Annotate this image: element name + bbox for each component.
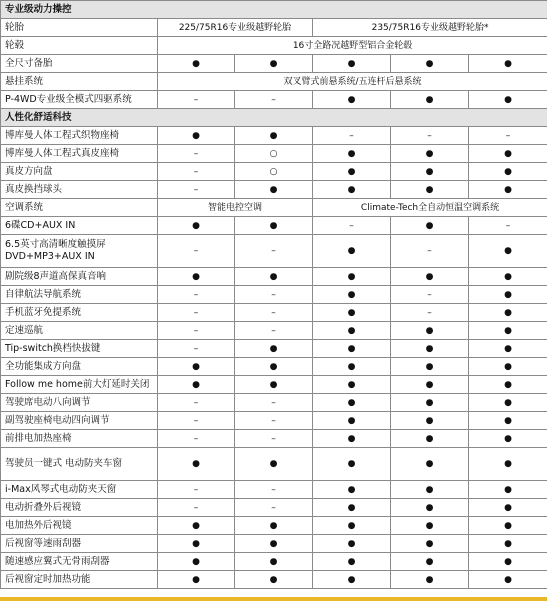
spec-table-body [1, 1, 547, 589]
spec-value: ● [391, 553, 469, 571]
feature-label: 后视窗定时加热功能 [1, 571, 158, 589]
spec-value: ● [469, 268, 547, 286]
spec-value: ● [235, 376, 313, 394]
spec-value-merged: Climate-Tech全自动恒温空调系统 [313, 199, 547, 217]
feature-label: 真皮换挡球头 [1, 181, 158, 199]
spec-value: ● [235, 181, 313, 199]
feature-label: 前排电加热座椅 [1, 430, 158, 448]
spec-value: ● [391, 217, 469, 235]
spec-value: ● [235, 571, 313, 589]
spec-value: – [235, 430, 313, 448]
spec-value: – [158, 91, 235, 109]
table-row [1, 322, 547, 340]
spec-value: ● [469, 430, 547, 448]
table-row [1, 517, 547, 535]
spec-value: – [313, 127, 391, 145]
spec-value: – [158, 481, 235, 499]
spec-value: – [158, 394, 235, 412]
spec-value: ● [313, 412, 391, 430]
spec-value: ● [313, 286, 391, 304]
spec-value: ● [391, 448, 469, 481]
spec-value: ● [391, 499, 469, 517]
spec-value: – [235, 322, 313, 340]
spec-value: ● [469, 394, 547, 412]
spec-value: ● [235, 268, 313, 286]
spec-value: ● [158, 268, 235, 286]
spec-value: ● [235, 517, 313, 535]
table-row [1, 19, 547, 37]
spec-value: ● [313, 535, 391, 553]
spec-value: ● [235, 217, 313, 235]
spec-value: ● [313, 304, 391, 322]
spec-value: – [158, 235, 235, 268]
spec-value: ● [158, 517, 235, 535]
spec-value: – [391, 304, 469, 322]
feature-label: Tip-switch换档快拔键 [1, 340, 158, 358]
spec-value: ● [313, 430, 391, 448]
spec-value: – [313, 217, 391, 235]
feature-label: 手机蓝牙免提系统 [1, 304, 158, 322]
spec-value: ○ [235, 145, 313, 163]
feature-label: 定速巡航 [1, 322, 158, 340]
spec-value: ● [391, 322, 469, 340]
spec-value: ● [158, 127, 235, 145]
spec-value: ● [469, 571, 547, 589]
spec-value: – [158, 163, 235, 181]
spec-value: ● [313, 553, 391, 571]
feature-label: Follow me home前大灯延时关闭 [1, 376, 158, 394]
feature-label: 轮胎 [1, 19, 158, 37]
spec-value: ● [235, 553, 313, 571]
spec-value-merged: 235/75R16专业级越野轮胎* [313, 19, 547, 37]
spec-value: ● [469, 499, 547, 517]
table-row [1, 304, 547, 322]
spec-value: ● [313, 571, 391, 589]
spec-value: – [235, 394, 313, 412]
spec-value: ● [158, 358, 235, 376]
spec-value: ● [313, 394, 391, 412]
feature-label: 随速感应翼式无骨雨刮器 [1, 553, 158, 571]
spec-value: ● [235, 535, 313, 553]
feature-label: 轮毂 [1, 37, 158, 55]
spec-value: – [158, 304, 235, 322]
spec-value: ● [391, 412, 469, 430]
spec-value: – [391, 286, 469, 304]
table-row [1, 235, 547, 268]
section-title: 专业级动力操控 [1, 1, 547, 19]
section-title: 人性化舒适科技 [1, 109, 547, 127]
spec-value: ● [469, 181, 547, 199]
spec-value: – [469, 127, 547, 145]
table-row [1, 394, 547, 412]
spec-value: ● [313, 376, 391, 394]
table-row [1, 286, 547, 304]
spec-value: ● [391, 430, 469, 448]
spec-value: – [235, 235, 313, 268]
spec-value: – [235, 499, 313, 517]
spec-value: ● [469, 340, 547, 358]
spec-value: – [235, 91, 313, 109]
spec-value: – [158, 499, 235, 517]
table-row [1, 412, 547, 430]
table-row [1, 535, 547, 553]
spec-value: ● [391, 163, 469, 181]
feature-label: 全功能集成方向盘 [1, 358, 158, 376]
spec-value-merged: 双叉臂式前悬系统/五连杆后悬系统 [158, 73, 547, 91]
spec-value: – [469, 217, 547, 235]
table-row [1, 448, 547, 481]
spec-value: ● [313, 481, 391, 499]
spec-value: ● [469, 304, 547, 322]
spec-value: ● [313, 145, 391, 163]
spec-value: ● [313, 55, 391, 73]
spec-value: ● [158, 535, 235, 553]
spec-value: ● [313, 340, 391, 358]
spec-value: ● [158, 376, 235, 394]
spec-value: ● [469, 481, 547, 499]
spec-value-merged: 225/75R16专业级越野轮胎 [158, 19, 313, 37]
feature-label: i-Max风琴式电动防夹天窗 [1, 481, 158, 499]
spec-value: ● [391, 358, 469, 376]
spec-value: ● [469, 145, 547, 163]
spec-value: – [158, 145, 235, 163]
spec-value: – [158, 286, 235, 304]
spec-value: ● [469, 163, 547, 181]
table-row [1, 181, 547, 199]
spec-value: ● [235, 448, 313, 481]
spec-value: ● [313, 358, 391, 376]
spec-value: – [158, 181, 235, 199]
spec-value: ● [469, 412, 547, 430]
spec-value: – [235, 304, 313, 322]
spec-value: ● [235, 358, 313, 376]
table-row [1, 163, 547, 181]
spec-value: ● [235, 55, 313, 73]
spec-value: ● [158, 55, 235, 73]
feature-label: 驾驶席电动八向调节 [1, 394, 158, 412]
spec-value: ● [158, 448, 235, 481]
spec-value: ● [469, 286, 547, 304]
table-row [1, 571, 547, 589]
spec-value: – [391, 127, 469, 145]
table-row [1, 340, 547, 358]
table-row [1, 268, 547, 286]
spec-value: ● [313, 499, 391, 517]
spec-value: ● [391, 91, 469, 109]
section-header [1, 109, 547, 127]
table-row [1, 499, 547, 517]
spec-value: ● [391, 481, 469, 499]
spec-value: ● [313, 517, 391, 535]
spec-value: ● [158, 217, 235, 235]
spec-value: ● [391, 376, 469, 394]
feature-label: 6.5英寸高清晰度触摸屏 DVD+MP3+AUX IN [1, 235, 158, 268]
spec-value: ● [235, 127, 313, 145]
spec-value: ● [469, 322, 547, 340]
spec-value: ● [469, 55, 547, 73]
spec-value-merged: 智能电控空调 [158, 199, 313, 217]
spec-value: ● [313, 235, 391, 268]
spec-value: ● [391, 571, 469, 589]
spec-value: ● [469, 91, 547, 109]
spec-value: ● [469, 235, 547, 268]
feature-label: 博库曼人体工程式织物座椅 [1, 127, 158, 145]
table-row [1, 430, 547, 448]
spec-value: ● [391, 55, 469, 73]
bottom-accent-bar [0, 597, 547, 601]
spec-value: ● [313, 322, 391, 340]
spec-value: ○ [235, 163, 313, 181]
spec-value: ● [469, 517, 547, 535]
spec-value: – [158, 340, 235, 358]
table-row [1, 73, 547, 91]
spec-value: – [158, 322, 235, 340]
spec-value: – [391, 235, 469, 268]
spec-value: ● [313, 91, 391, 109]
spec-value: ● [391, 517, 469, 535]
spec-value: – [158, 412, 235, 430]
section-header [1, 1, 547, 19]
spec-value: ● [391, 268, 469, 286]
feature-label: 全尺寸备胎 [1, 55, 158, 73]
table-row [1, 358, 547, 376]
table-row [1, 127, 547, 145]
spec-value: ● [469, 358, 547, 376]
table-row [1, 91, 547, 109]
feature-label: 自律航法导航系统 [1, 286, 158, 304]
feature-label: 悬挂系统 [1, 73, 158, 91]
spec-value: ● [313, 181, 391, 199]
spec-value: – [235, 286, 313, 304]
table-row [1, 199, 547, 217]
table-row [1, 481, 547, 499]
feature-label: P-4WD专业级全模式四驱系统 [1, 91, 158, 109]
feature-label: 电加热外后视镜 [1, 517, 158, 535]
feature-label: 剧院级8声道高保真音响 [1, 268, 158, 286]
table-row [1, 376, 547, 394]
feature-label: 空调系统 [1, 199, 158, 217]
feature-label: 6碟CD+AUX IN [1, 217, 158, 235]
feature-label: 驾驶员一键式 电动防夹车窗 [1, 448, 158, 481]
table-row [1, 145, 547, 163]
spec-value: ● [158, 571, 235, 589]
spec-value: ● [313, 448, 391, 481]
feature-label: 电动折叠外后视镜 [1, 499, 158, 517]
spec-value: ● [391, 394, 469, 412]
spec-value: ● [313, 268, 391, 286]
spec-value: ● [391, 535, 469, 553]
spec-value: – [158, 430, 235, 448]
feature-label: 副驾驶座椅电动四向调节 [1, 412, 158, 430]
feature-label: 博库曼人体工程式真皮座椅 [1, 145, 158, 163]
spec-value: ● [469, 376, 547, 394]
spec-value: – [235, 481, 313, 499]
spec-value: ● [469, 553, 547, 571]
spec-value: ● [391, 340, 469, 358]
feature-label: 真皮方向盘 [1, 163, 158, 181]
table-row [1, 553, 547, 571]
spec-value: ● [313, 163, 391, 181]
spec-value-merged: 16寸全路况越野型铝合金轮毂 [158, 37, 547, 55]
spec-value: ● [469, 448, 547, 481]
table-row [1, 37, 547, 55]
feature-label: 后视窗等速雨刮器 [1, 535, 158, 553]
spec-value: ● [391, 181, 469, 199]
spec-value: – [235, 412, 313, 430]
spec-value: ● [469, 535, 547, 553]
spec-value: ● [158, 553, 235, 571]
table-row [1, 55, 547, 73]
spec-value: ● [391, 145, 469, 163]
spec-value: ● [235, 340, 313, 358]
table-row [1, 217, 547, 235]
